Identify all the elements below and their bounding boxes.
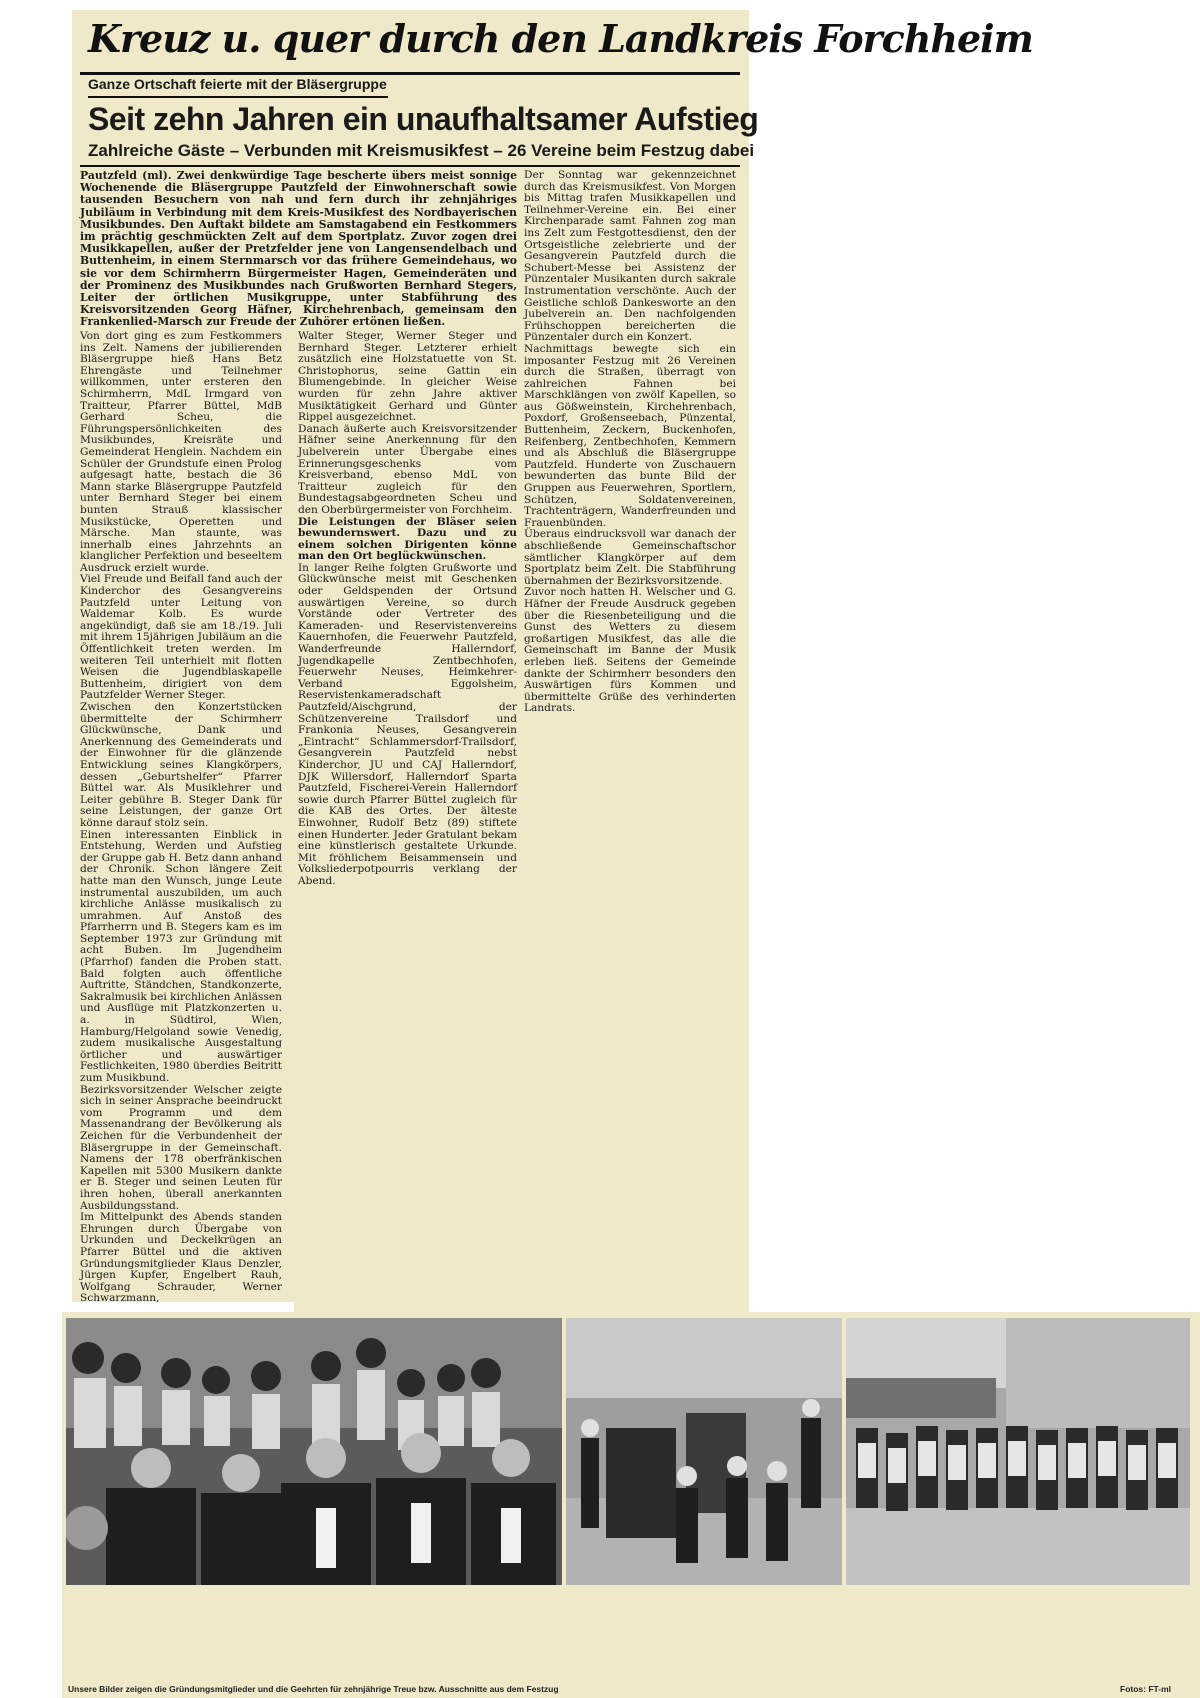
column-subheading: Die Leistungen der Bläser seien bewundernswert. Dazu und zu einem solchen Dirigenten könne man den Ort beglückwünschen. (298, 515, 517, 563)
photo-marching-band (846, 1318, 1190, 1585)
article-column-3 (524, 170, 736, 715)
photo-parade-children (566, 1318, 842, 1585)
photo-marching-band-graphic (846, 1318, 1190, 1585)
paragraph: Zuvor noch hatten H. Welscher und G. Häfner der Freude Ausdruck gegeben über die Riesenbeteiligung und die Gunst des Wetters zu diesem großartigen Musikfest, das alle die Gemeinschaft im Banne der Musik erleben ließ. Seitens der Gemeinde dankte der Schirmherr besonders den Auswärtigen fürs Kommen und übermittelte Grüße des verhinderten Landrats. (524, 586, 736, 715)
paragraph: Walter Steger, Werner Steger und Bernhard Steger. Letzterer erhielt zusätzlich eine Holzstatuette von St. Christophorus, seine Gattin ein Blumengebinde. In gleicher Weise wurden für zehn Jahre aktiver Musiktätigkeit Gerhard und Günter Rippel ausgezeichnet. (298, 330, 517, 424)
lead-paragraph (80, 170, 517, 329)
headline-rule (80, 165, 740, 167)
subhead: Zahlreiche Gäste – Verbunden mit Kreismusikfest – 26 Vereine beim Festzug dabei (88, 141, 755, 160)
photo-credit: Fotos: FT-ml (1120, 1684, 1171, 1694)
paragraph: Im Mittelpunkt des Abends standen Ehrungen durch Übergabe von Urkunden und Deckelkrügen an Pfarrer Büttel und die aktiven Gründungsmitglieder Klaus Denzler, Jürgen Kupfer, Engelbert Rauh, Wolfgang Schrauder, Werner Schwarzmann, (80, 1211, 282, 1305)
paragraph: Danach äußerte auch Kreisvorsitzender Häfner seine Anerkennung für den Jubelverein unter Übergabe eines Erinnerungsgeschenks vom Kreisverband, ebenso MdL von Traitteur zugleich für den Bundestagsabgeordneten Scheu und den Oberbürgermeister von Forchheim. (298, 422, 517, 516)
paragraph: Überaus eindrucksvoll war danach der abschließende Gemeinschaftschor sämtlicher Klangkörper auf dem Sportplatz beim Zelt. Die Stabführung übernahmen der Bezirksvorsitzende. (524, 528, 736, 587)
masthead: Kreuz u. quer durch den Landkreis Forchheim (88, 16, 1033, 61)
headline: Seit zehn Jahren ein unaufhaltsamer Aufstieg (88, 101, 759, 137)
paragraph: Der Sonntag war gekennzeichnet durch das Kreismusikfest. Von Morgen bis Mittag trafen Musikkapellen und Teilnehmer-Vereine ein. Bei einer Kirchenparade samt Fahnen zog man ins Zelt zum Festgottesdienst, den der Ortsgeistliche zelebrierte und der Gesangverein Pautzfeld durch die Schubert-Messe bei Assistenz der Pünzentaler Musikanten durch sakrale Instrumentation verschönte. Auch der Geistliche schloß Dankesworte an den Jubelverein an. Den nachfolgenden Frühschoppen bereicherten die Pünzentaler durch ein Konzert. (524, 169, 736, 344)
paragraph: Einen interessanten Einblick in Entstehung, Werden und Aufstieg der Gruppe gab H. Betz dann anhand der Chronik. Schon längere Zeit hatte man den Wunsch, junge Leute instrumental auszubilden, um auch kirchliche Anlässe musikalisch zu umrahmen. Auf Anstoß des Pfarrherrn und B. Stegers kam es im September 1973 zur Gründung mit acht Buben. Im Jugendheim (Pfarrhof) fanden die Proben statt. Bald folgten auch öffentliche Auftritte, Ständchen, Standkonzerte, Sakralmusik bei kirchlichen Anlässen und Ausflüge mit Platzkonzerten u. a. in Südtirol, Wien, Hamburg/Helgoland sowie Venedig, zudem musikalische Ausgestaltung örtlicher und auswärtiger Festlichkeiten, 1980 überdies Beitritt zum Musikbund. (80, 828, 282, 1084)
paragraph: Zwischen den Konzertstücken übermittelte der Schirmherr Glückwünsche, Dank und Anerkennung des Gemeinderats und der Einwohner für die glänzende Entwicklung seines Klangkörpers, dessen „Geburtshelfer“ Pfarrer Büttel war. Als Musiklehrer und Leiter gebühre B. Steger Dank für seine Leistungen, der ganze Ort könne darauf stolz sein. (80, 701, 282, 829)
paragraph: Von dort ging es zum Festkommers ins Zelt. Namens der jubilierenden Bläsergruppe hieß Hans Betz Ehrengäste und Teilnehmer willkommen, unter ersteren den Schirmherrn, MdL Irmgard von Traitteur, Pfarrer Büttel, MdB Gerhard Scheu, die Führungspersönlichkeiten des Musikbundes, Kreisräte und Gemeinderat Henglein. Nachdem ein Schüler der Grundstufe einen Prolog aufgesagt hatte, bestach die 36 Mann starke Bläsergruppe Pautzfeld unter Bernhard Steger bei einem bunten Strauß klassischer Musikstücke, Operetten und Märsche. Man staunte, was innerhalb eines Jahrzehnts an klanglicher Perfektion und beseeltem Ausdruck erzielt wurde. (80, 330, 282, 574)
clipping-extension (294, 1302, 749, 1312)
paragraph: Bezirksvorsitzender Welscher zeigte sich in seiner Ansprache beeindruckt vom Programm und dem Massenandrang der Bevölkerung als Zeichen für die Verbundenheit der Bläsergruppe in der Gemeinschaft. Namens der 178 oberfränkischen Kapellen mit 5300 Musikern dankte er B. Steger und seinen Leuten für ihren hohen, überall anerkannten Ausbildungsstand. (80, 1083, 282, 1212)
photo-group-portrait (66, 1318, 562, 1585)
article-column-1 (80, 331, 282, 1305)
article-column-2 (298, 331, 517, 888)
paragraph: Nachmittags bewegte sich ein imposanter Festzug mit 26 Vereinen durch die Straßen, überragt von zahlreichen Fahnen bei Marschklängen von zwölf Kapellen, so aus Gößweinstein, Kirchehrenbach, Poxdorf, Großenseebach, Pünzental, Buttenheim, Zeckern, Buckenhofen, Reifenberg, Zentbechhofen, Kemmern und als Abschluß die Bläsergruppe Pautzfeld. Hunderte von Zuschauern bewunderten das bunte Bild der Gruppen aus Feuerwehren, Sportlern, Schützen, Soldatenvereinen, Trachtenträgern, Wanderfreunden und Frauenbünden. (524, 342, 736, 529)
kicker: Ganze Ortschaft feierte mit der Bläsergruppe (88, 76, 387, 92)
photo-parade-children-graphic (566, 1318, 842, 1585)
photo-caption: Unsere Bilder zeigen die Gründungsmitglieder und die Geehrten für zehnjährige Treue bzw. Ausschnitte aus dem Festzug (68, 1684, 559, 1694)
kicker-rule (88, 96, 388, 98)
masthead-rule (80, 72, 740, 75)
lead-text: Pautzfeld (ml). Zwei denkwürdige Tage bescherte übers meist sonnige Wochenende die Bläsergruppe Pautzfeld der Einwohnerschaft sowie tausenden Besuchern von nah und fern durch ihr zehnjähriges Jubiläum in Verbindung mit dem Kreis-Musikfest des Nordbayerischen Musikbundes. Den Auftakt bildete am Samstagabend ein Festkommers im prächtig geschmückten Zelt auf dem Sportplatz. Zuvor zogen drei Musikkapellen, außer der Pretzfelder jene von Langensendelbach und Buttenheim, in einem Sternmarsch vor das frühere Gemeindehaus, wo sie vor dem Schirmherrn Bürgermeister Hagen, Gemeinderäten und der Prominenz des Musikbundes nach Grußworten Bernhard Stegers, Leiter der örtlichen Musikgruppe, unter Stabführung des Kreisvorsitzenden Georg Häfner, Kirchehrenbach, gemeinsam den Frankenlied-Marsch zur Freude der Zuhörer ertönen ließen. (80, 169, 517, 329)
paragraph: Viel Freude und Beifall fand auch der Kinderchor des Gesangvereins Pautzfeld unter Leitung von Waldemar Kolb. Es wurde angekündigt, daß sie am 18./19. Juli mit ihrem 15jährigen Jubiläum an die Öffentlichkeit treten werden. Im weiteren Teil unterhielt mit flotten Weisen die Jugendblaskapelle Buttenheim, dirigiert von dem Pautzfelder Werner Steger. (80, 573, 283, 702)
paragraph: In langer Reihe folgten Grußworte und Glückwünsche meist mit Geschenken oder Geldspenden der Ortsund auswärtigen Vereine, so durch Vorstände oder Vertreter des Kameraden- und Reservistenvereins Kauernhofen, die Feuerwehr Pautzfeld, Wanderfreunde Hallerndorf, Jugendkapelle Zentbechhofen, Feuerwehr Neuses, Heimkehrer-Verband Eggolsheim, Reservistenkameradschaft Pautzfeld/Aischgrund, der Schützenvereine Trailsdorf und Frankonia Neuses, Gesangverein „Eintracht“ Schlammersdorf-Trailsdorf, Gesangverein Pautzfeld nebst Kinderchor, JU und CAJ Hallerndorf, DJK Willersdorf, Hallerndorf Sparta Pautzfeld, Fischerei-Verein Hallerndorf sowie durch Pfarrer Büttel zugleich für die KAB des Ortes. Der älteste Einwohner, Rudolf Betz (89) stiftete einen Hunderter. Jeder Gratulant bekam eine künstlerisch gestaltete Urkunde. Mit fröhlichem Beisammensein und Volksliederpotpourris verklang der Abend. (298, 561, 517, 887)
photo-group-portrait-graphic (66, 1318, 562, 1585)
